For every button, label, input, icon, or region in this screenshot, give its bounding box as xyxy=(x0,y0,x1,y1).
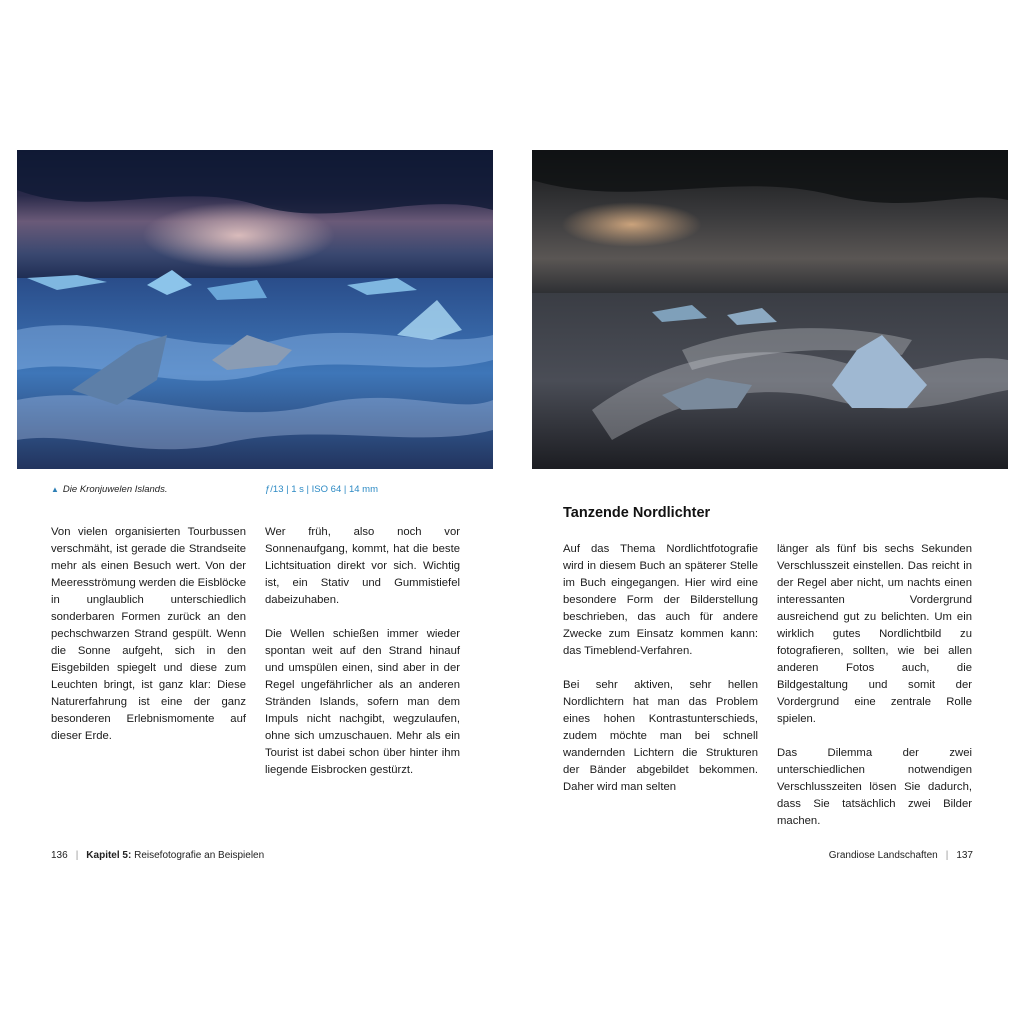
footer-right xyxy=(829,850,973,861)
paragraph: Bei sehr aktiven, sehr hellen Nordlichtern hat man das Problem eines hohen Kontrastunterschieds, zudem möchte man bei schnell wandernden Lichtern die Strukturen der Bänder abgebildet bekommen. Daher wird man selten xyxy=(563,679,758,793)
paragraph: Wer früh, also noch vor Sonnenaufgang, kommt, hat die beste Lichtsituation direkt vor sich. Wichtig ist, ein Stativ und Gummistiefel dabeizuhaben. xyxy=(265,526,460,606)
paragraph: Auf das Thema Nordlichtfotografie wird in diesem Buch an späterer Stelle im Buch eingegangen. Hier wird eine besondere Form der Bilderstellung beschrieben, das auch für andere Zwecke zum Einsatz kommen kann: das Timeblend-Verfahren. xyxy=(563,543,758,657)
footer-left xyxy=(51,850,264,861)
page-number: 137 xyxy=(956,850,973,861)
triangle-up-icon: ▲ xyxy=(51,485,59,494)
caption-text: Die Kronjuwelen Islands. xyxy=(62,484,168,495)
photo-caption xyxy=(51,484,167,495)
photo-ice-beach-dusk xyxy=(532,150,1008,469)
text-column-2 xyxy=(265,524,460,796)
chapter-label: Kapitel 5: xyxy=(86,850,132,861)
page-number: 136 xyxy=(51,850,68,861)
paragraph: Von vielen organisierten Tourbussen verschmäht, ist gerade die Strandseite mehr als einen Besuch wert. Von der Meeresströmung werden die Eisblöcke in unglaublich unterschiedlich sonderbaren Formen zurück an den pechschwarzen Strand gespült. Wenn die Sonne aufgeht, sich in den Eisgebilden spiegelt und diese zum Leuchten bringt, ist ganz klar: Diese Naturerfahrung ist eine der ganz besonderen Erlebnismomente auf dieser Erde. xyxy=(51,526,246,742)
text-column-1 xyxy=(51,524,246,762)
section-heading: Tanzende Nordlichter xyxy=(563,505,711,521)
paragraph: Die Wellen schießen immer wieder spontan weit auf den Strand hinauf und umspülen einen, sind aber in der Regel ungefährlicher als an anderen Stränden Islands, sofern man dem Impuls nicht nachgibt, wegzulaufen, ohne sich umzuschauen. Mehr als ein Tourist ist dabei schon über hinter ihm liegende Eisbrocken gestürzt. xyxy=(265,628,460,776)
footer-separator: | xyxy=(75,850,79,861)
chapter-title: Reisefotografie an Beispielen xyxy=(134,850,265,861)
exif-info: ƒ/13 | 1 s | ISO 64 | 14 mm xyxy=(265,484,379,495)
paragraph: länger als fünf bis sechs Sekunden Verschlusszeit einstellen. Das reicht in der Regel aber nicht, um nachts einen interessanten Vordergrund ausreichend gut zu belichten. Um ein wirklich gutes Nordlichtbild zu fotografieren, sollten, wie bei allen anderen Fotos auch, die Bildgestaltung und somit der Vordergrund eine zentrale Rolle spielen. xyxy=(777,543,972,725)
text-column-4 xyxy=(777,541,972,847)
footer-separator: | xyxy=(945,850,949,861)
text-column-3 xyxy=(563,541,758,813)
section-title: Grandiose Landschaften xyxy=(828,850,938,861)
photo-ice-beach-blue xyxy=(17,150,493,469)
paragraph: Das Dilemma der zwei unterschiedlichen notwendigen Verschlusszeiten lösen Sie dadurch, dass Sie tatsächlich zwei Bilder machen. xyxy=(777,747,972,827)
